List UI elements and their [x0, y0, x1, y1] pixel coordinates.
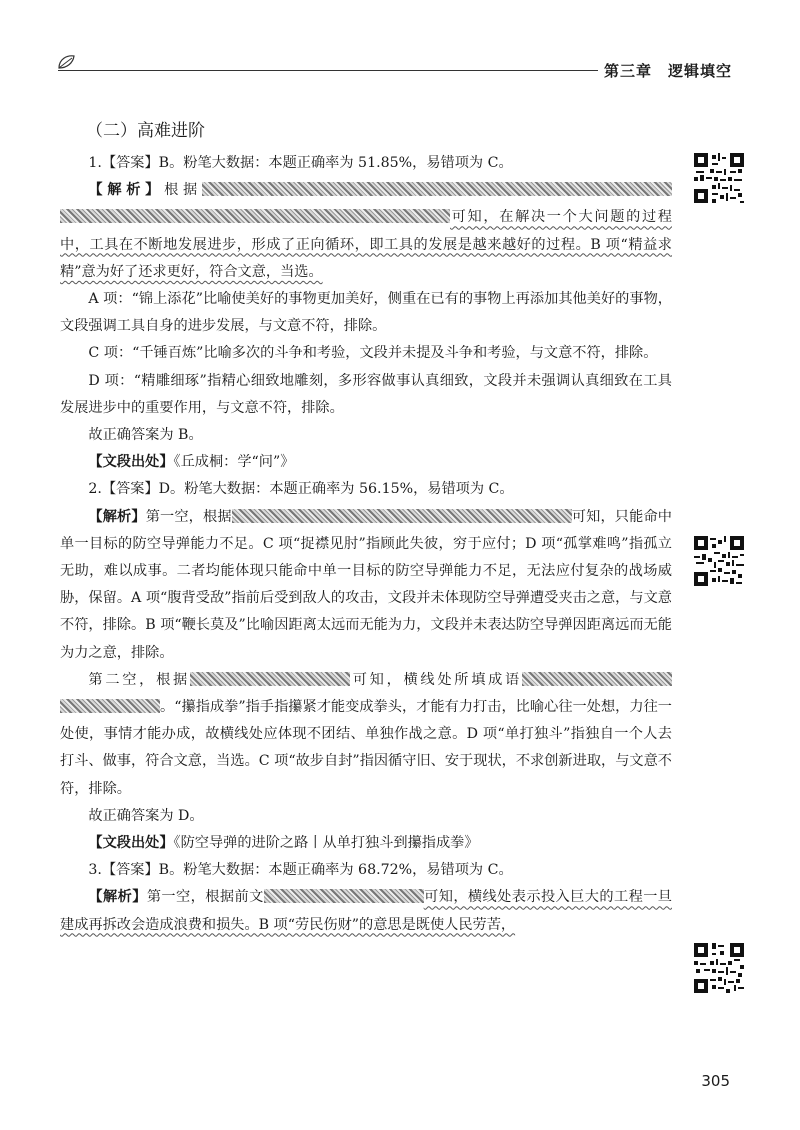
q2-blank2-mid: 可知，横线处所填成语 [349, 671, 522, 688]
redacted-text [60, 209, 450, 223]
page-number: 305 [701, 1072, 730, 1090]
q1-option-c: C 项：“千锤百炼”比喻多次的斗争和考验，文段并未提及斗争和考验，与文意不符，排除。 [88, 345, 658, 362]
q2-blank2-body: 。“攥指成拳”指手指攥紧才能变成拳头，才能有力打击，比喻心往一处想，力往一处使，事情才能办成，故横线处应体现不团结、单独作战之意。D 项“单打独斗”指独自一个人去打斗、做事，符合文意，当选。C 项“故步自封”指因循守旧、安于现状，不求创新进取，与文意不符，排除。 [60, 699, 672, 797]
q2-conclusion: 故正确答案为 D。 [88, 807, 204, 824]
section-title: （二）高难进阶 [86, 121, 205, 141]
redacted-text [202, 182, 672, 196]
answer-content [60, 150, 672, 939]
leaf-icon [56, 52, 82, 76]
q1-source-title: 《丘成桐：学“问”》 [173, 454, 295, 471]
q2-blank2-lead: 第二空，根据 [88, 671, 190, 688]
redacted-text [60, 699, 160, 713]
qr-code-icon[interactable] [694, 943, 744, 993]
q3-analysis [60, 884, 672, 938]
chapter-title: 第三章 逻辑填空 [604, 62, 733, 80]
q3-blank1-lead: 第一空，根据前文 [146, 889, 264, 906]
source-label: 【文段出处】 [88, 835, 174, 852]
q1-analysis-body: 可知，在解决一个大问题的过程中，工具在不断地发展进步，形成了正向循环，即工具的发展是越来越好的过程。B 项“精益求精”意为好了还求更好，符合文意，当选。 [60, 209, 672, 280]
q1-source [60, 449, 672, 476]
analysis-label: 【解析】 [88, 889, 147, 906]
analysis-label: 【解析】 [88, 182, 165, 199]
analysis-label: 【解析】 [88, 508, 146, 525]
redacted-text [522, 672, 672, 686]
q3-answer-line: 3.【答案】B。粉笔大数据：本题正确率为 68.72%，易错项为 C。 [88, 862, 513, 879]
q2-source-title: 《防空导弹的进阶之路丨从单打独斗到攥指成拳》 [173, 835, 479, 852]
q1-option-a: A 项：“锦上添花”比喻使美好的事物更加美好，侧重在已有的事物上再添加其他美好的事物，文段强调工具自身的进步发展，与文意不符，排除。 [60, 291, 672, 335]
q1-conclusion: 故正确答案为 B。 [88, 427, 203, 444]
q2-source [60, 830, 672, 857]
header-rule [58, 70, 598, 71]
q3-blank1-body: 可知，横线处表示投入巨大的工程一旦建成再拆改会造成浪费和损失。B 项“劳民伤财”的意思是既使人民劳苦， [60, 889, 672, 933]
qr-code-icon[interactable] [694, 153, 744, 203]
q2-blank1-lead: 第一空，根据 [145, 508, 232, 525]
redacted-text [190, 672, 350, 686]
q2-answer-line: 2.【答案】D。粉笔大数据：本题正确率为 56.15%，易错项为 C。 [88, 481, 514, 498]
redacted-text [264, 889, 424, 903]
redacted-text [232, 509, 572, 523]
q1-answer-line: 1.【答案】B。粉笔大数据：本题正确率为 51.85%，易错项为 C。 [88, 155, 513, 171]
source-label: 【文段出处】 [88, 454, 174, 471]
q1-option-d: D 项：“精雕细琢”指精心细致地雕刻，多形容做事认真细致，文段并未强调认真细致在工具发展进步中的重要作用，与文意不符，排除。 [60, 372, 672, 416]
q1-analysis-lead: 根据 [164, 182, 202, 199]
q2-analysis-2 [60, 667, 672, 803]
q2-blank1-body: 可知，只能命中单一目标的防空导弹能力不足。C 项“捉襟见肘”指顾此失彼，穷于应付；D 项“孤掌难鸣”指孤立无助，难以成事。二者均能体现只能命中单一目标的防空导弹能力不足，无法应付复杂的战场威胁，保留。A 项“腹背受敌”指前后受到敌人的攻击，文段并未体现防空导弹遭受夹击之意，与文意不符，排除。B 项“鞭长莫及”比喻因距离太远而无能为力，文段并未表达防空导弹因距离远而无能为力之意，排除。 [60, 508, 672, 661]
q1-analysis [60, 177, 672, 286]
q2-analysis-1 [60, 504, 672, 667]
qr-code-icon[interactable] [694, 536, 744, 586]
